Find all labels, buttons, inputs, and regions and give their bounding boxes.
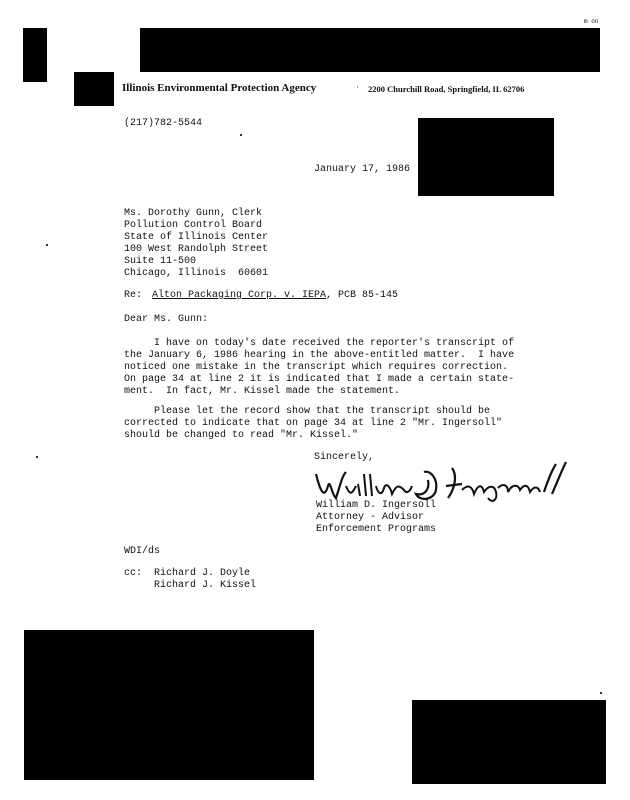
body-line: Please let the record show that the transcript should be <box>124 406 491 417</box>
body-line: the January 6, 1986 hearing in the above-entitled matter. I have <box>124 350 515 361</box>
re-case-number: , PCB 85-145 <box>326 290 399 301</box>
scan-speck <box>36 456 38 458</box>
body-line: corrected to indicate that on page 34 at line 2 "Mr. Ingersoll" <box>124 418 503 429</box>
phone-number: (217)782-5544 <box>124 118 203 129</box>
body-line: I have on today's date received the reporter's transcript of <box>124 338 515 349</box>
signer-department: Enforcement Programs <box>316 524 437 535</box>
body-line: ment. In fact, Mr. Kissel made the statement. <box>124 386 401 397</box>
recipient-line: Pollution Control Board <box>124 220 263 231</box>
letter-date: January 17, 1986 <box>314 164 411 175</box>
agency-logo <box>74 72 114 106</box>
recipient-line: Chicago, Illinois 60601 <box>124 268 269 279</box>
redaction-block-bottom-left <box>24 630 314 780</box>
re-subject: Alton Packaging Corp. v. IEPA <box>152 290 327 301</box>
recipient-line: Suite 11-500 <box>124 256 197 267</box>
recipient-line: 100 West Randolph Street <box>124 244 269 255</box>
scan-speck <box>600 692 602 694</box>
closing: Sincerely, <box>314 452 375 463</box>
cc-label: cc: <box>124 568 143 579</box>
cc-recipient: Richard J. Kissel <box>154 580 257 591</box>
redaction-block-bottom-right <box>412 700 606 784</box>
agency-name: Illinois Environmental Protection Agency <box>122 82 317 94</box>
redaction-block-right <box>418 118 554 196</box>
scan-speck <box>240 134 242 136</box>
corner-mark: m on <box>584 18 599 25</box>
recipient-line: Ms. Dorothy Gunn, Clerk <box>124 208 263 219</box>
redaction-block-top-left <box>23 28 47 82</box>
re-label: Re: <box>124 290 143 301</box>
salutation: Dear Ms. Gunn: <box>124 314 209 325</box>
body-line: should be changed to read "Mr. Kissel." <box>124 430 359 441</box>
handwritten-signature <box>312 456 572 506</box>
agency-address: 2200 Churchill Road, Springfield, IL 62706 <box>368 84 525 94</box>
body-line: noticed one mistake in the transcript which requires correction. <box>124 362 509 373</box>
typist-initials: WDI/ds <box>124 546 161 557</box>
header-separator: · <box>356 82 359 92</box>
signer-title: Attorney - Advisor <box>316 512 425 523</box>
cc-recipient: Richard J. Doyle <box>154 568 251 579</box>
scan-speck <box>46 244 48 246</box>
body-line: On page 34 at line 2 it is indicated that I made a certain state- <box>124 374 515 385</box>
redaction-block-top-banner <box>140 28 600 72</box>
signer-name: William D. Ingersoll <box>316 500 437 511</box>
recipient-line: State of Illinois Center <box>124 232 269 243</box>
